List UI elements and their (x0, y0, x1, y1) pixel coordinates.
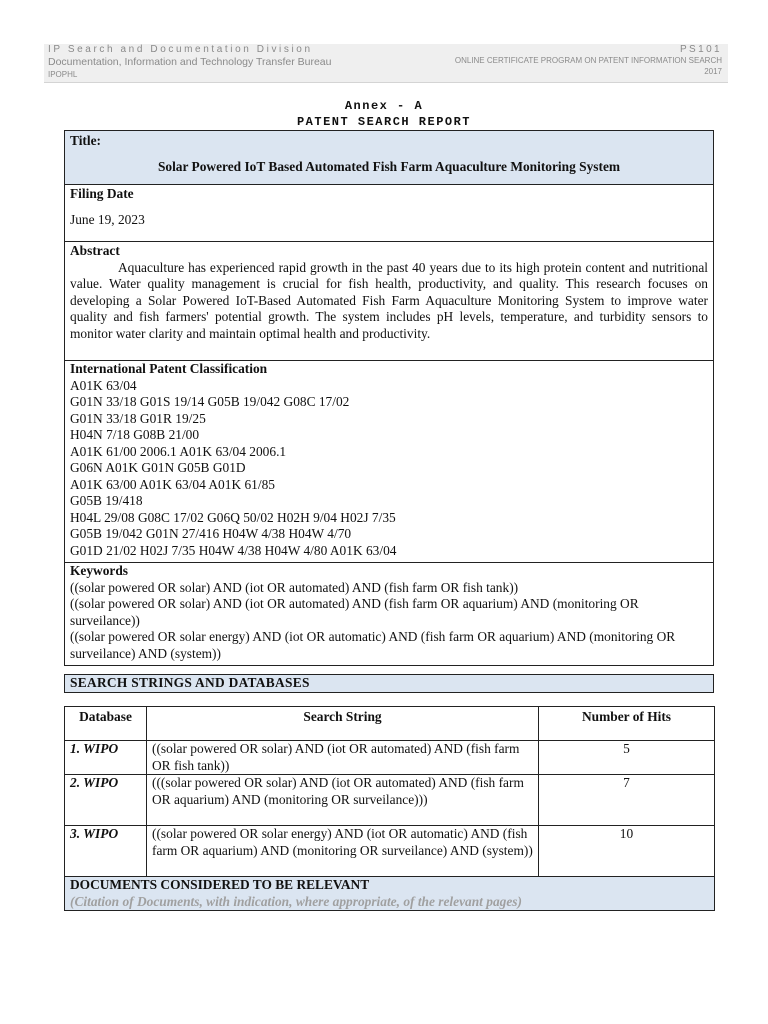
division-name: IP Search and Documentation Division (48, 44, 313, 55)
bureau-name: Documentation, Information and Technology Transfer Bureau (48, 56, 332, 68)
search-string-cell: ((solar powered OR solar energy) AND (iot OR automatic) AND (fish farm OR aquarium) AND (monitoring OR surveilance) AND (system)) (147, 826, 539, 877)
filing-label: Filing Date (70, 186, 134, 201)
search-section-title: SEARCH STRINGS AND DATABASES (65, 675, 714, 693)
search-table (64, 706, 715, 911)
documents-section (65, 877, 715, 911)
ipc-line: A01K 61/00 2006.1 A01K 63/04 2006.1 (70, 443, 287, 459)
search-section-header (64, 674, 714, 693)
ipc-line: G01D 21/02 H02J 7/35 H04W 4/38 H04W 4/80 A01K 63/04 (70, 542, 397, 558)
database-cell: 3. WIPO (65, 826, 147, 877)
program-name: ONLINE CERTIFICATE PROGRAM ON PATENT INFORMATION SEARCH (454, 56, 722, 65)
filing-date: June 19, 2023 (70, 211, 145, 227)
database-cell: 2. WIPO (65, 775, 147, 826)
ipc-line: G05B 19/042 G01N 27/416 H04W 4/38 H04W 4/70 (70, 526, 352, 541)
report-heading: PATENT SEARCH REPORT (296, 115, 472, 129)
ipc-line: A01K 63/04 (70, 377, 137, 393)
search-string-cell: (((solar powered OR solar) AND (iot OR automated) AND (fish farm OR aquarium) AND (monitoring OR surveilance))) (147, 775, 539, 826)
keywords-label: Keywords (70, 563, 129, 578)
keyword-line: ((solar powered OR solar) AND (iot OR automated) AND (fish farm OR fish tank)) (70, 579, 519, 595)
hits-cell: 10 (539, 826, 715, 877)
database-cell: 1. WIPO (65, 741, 147, 775)
search-string-cell: ((solar powered OR solar) AND (iot OR automated) AND (fish farm OR fish tank)) (147, 741, 539, 775)
ipc-line: A01K 63/00 A01K 63/04 A01K 61/85 (70, 476, 275, 492)
ipc-line: G06N A01K G01N G05B G01D (70, 460, 246, 475)
ipc-line: H04L 29/08 G08C 17/02 G06Q 50/02 H02H 9/04 H02J 7/35 (70, 509, 396, 525)
ipc-line: G01N 33/18 G01R 19/25 (70, 410, 206, 426)
abstract-text: Aquaculture has experienced rapid growth in the past 40 years due to its high protein content and nutritional value. Water quality management is crucial for fish health, productivity, and quality. This research focuses on developing a Solar Powered IoT-Based Automated Fish Farm Aquaculture Monitoring System to improve water quality and fish farmers' potential growth. The system includes pH levels, temperature, and turbidity sensors to monitor water clarity and maintain optimal health and productivity. (70, 259, 708, 341)
ipc-line: G05B 19/418 (70, 493, 143, 508)
report-title: Solar Powered IoT Based Automated Fish Farm Aquaculture Monitoring System (157, 158, 621, 174)
course-code: PS101 (679, 44, 722, 55)
documents-subtitle: (Citation of Documents, with indication, where appropriate, of the relevant pages) (70, 893, 522, 909)
annex-heading: Annex - A (344, 99, 424, 113)
column-header-database: Database (65, 707, 147, 741)
filing-section (65, 185, 714, 242)
keyword-line: ((solar powered OR solar energy) AND (iot OR automatic) AND (fish farm OR aquarium) AND (monitoring OR surveilance) AND (system)) (70, 629, 676, 661)
table-row (65, 741, 715, 775)
column-header-hits: Number of Hits (539, 707, 715, 741)
office-name: IPOPHL (48, 70, 78, 79)
keywords-section (65, 563, 714, 666)
ipc-section (65, 361, 714, 563)
column-header-search-string: Search String (147, 707, 539, 741)
title-label: Title: (70, 133, 101, 148)
table-row (65, 826, 715, 877)
keyword-line: ((solar powered OR solar) AND (iot OR automated) AND (fish farm OR aquarium) AND (monitoring OR surveilance)) (70, 596, 639, 628)
hits-cell: 5 (539, 741, 715, 775)
ipc-line: H04N 7/18 G08B 21/00 (70, 427, 200, 442)
hits-cell: 7 (539, 775, 715, 826)
title-section (65, 131, 714, 185)
abstract-section (65, 242, 714, 361)
ipc-line: G01N 33/18 G01S 19/14 G05B 19/042 G08C 17/02 (70, 394, 350, 409)
program-year: 2017 (704, 67, 722, 76)
abstract-label: Abstract (70, 243, 120, 258)
documents-title: DOCUMENTS CONSIDERED TO BE RELEVANT (70, 877, 370, 892)
ipc-label: International Patent Classification (70, 361, 268, 376)
table-row (65, 775, 715, 826)
report-table (64, 130, 714, 666)
page-header (44, 44, 728, 83)
